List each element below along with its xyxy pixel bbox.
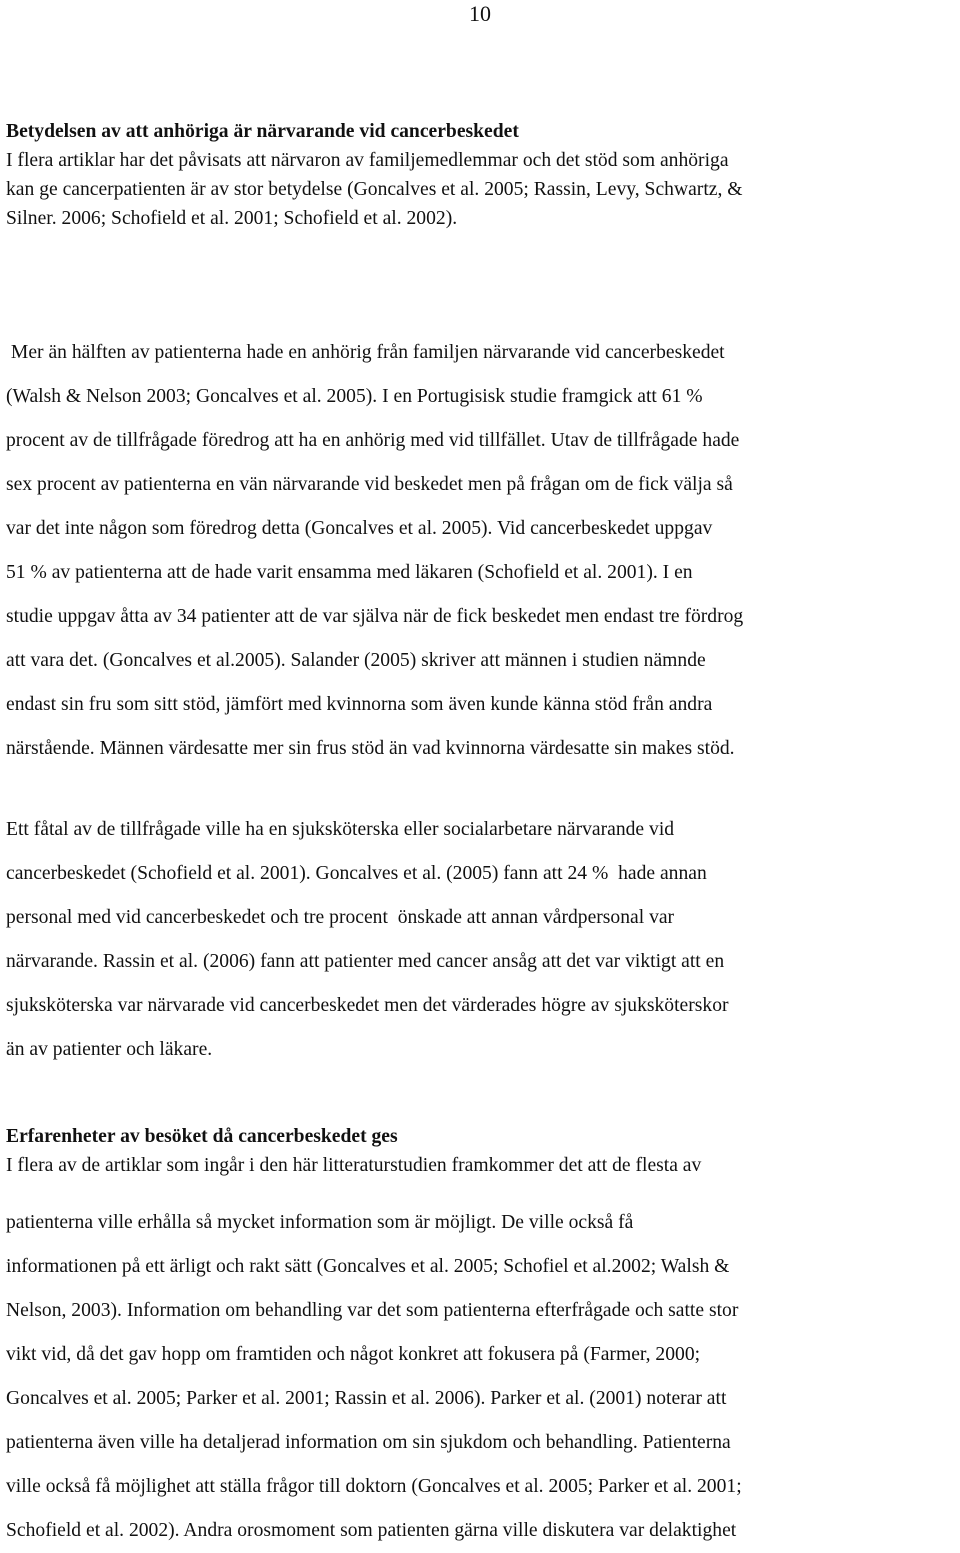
page-number: 10 [469, 1, 491, 26]
text-line: 51 % av patienterna att de hade varit ensamma med läkaren (Schofield et al. 2001). I en [6, 562, 693, 583]
text-line: närstående. Männen värdesatte mer sin frus stöd än vad kvinnorna värdesatte sin makes stöd. [6, 738, 735, 759]
text-line: Ett fåtal av de tillfrågade ville ha en sjuksköterska eller socialarbetare närvarande vid [6, 819, 675, 840]
text-line: procent av de tillfrågade föredrog att ha en anhörig med vid tillfället. Utav de tillfrågade hade [6, 430, 740, 451]
text-line: Mer än hälften av patienterna hade en anhörig från familjen närvarande vid cancerbeskedet [6, 342, 725, 363]
text-line: personal med vid cancerbeskedet och tre procent önskade att annan vårdpersonal var [6, 907, 675, 928]
text-line: Goncalves et al. 2005; Parker et al. 2001; Rassin et al. 2006). Parker et al. (2001) noterar att [6, 1388, 727, 1409]
section-erfarenheter [6, 1122, 956, 1180]
paragraph-information [6, 1201, 956, 1553]
text-line: patienterna ville erhålla så mycket information som är möjligt. De ville också få [6, 1212, 634, 1233]
text-line: Schofield et al. 2002). Andra orosmoment som patienten gärna ville diskutera var delaktighet [6, 1520, 737, 1541]
text-line: än av patienter och läkare. [6, 1039, 213, 1060]
text-line: Nelson, 2003). Information om behandling var det som patienterna efterfrågade och satte stor [6, 1300, 739, 1321]
text-line: (Walsh & Nelson 2003; Goncalves et al. 2005). I en Portugisisk studie framgick att 61 % [6, 386, 703, 407]
text-line: informationen på ett ärligt och rakt sätt (Goncalves et al. 2005; Schofiel et al.2002; Walsh & [6, 1256, 730, 1277]
text-line: studie uppgav åtta av 34 patienter att de var själva när de fick beskedet men endast tre fördrog [6, 606, 744, 627]
section-heading: Erfarenheter av besöket då cancerbeskedet ges [6, 1126, 398, 1147]
text-line: att vara det. (Goncalves et al.2005). Salander (2005) skriver att männen i studien nämnde [6, 650, 706, 671]
text-line: I flera artiklar har det påvisats att närvaron av familjemedlemmar och det stöd som anhöriga [6, 150, 729, 171]
text-line: var det inte någon som föredrog detta (Goncalves et al. 2005). Vid cancerbeskedet uppgav [6, 518, 713, 539]
section-heading: Betydelsen av att anhöriga är närvarande vid cancerbeskedet [6, 121, 519, 142]
text-line: I flera av de artiklar som ingår i den här litteraturstudien framkommer det att de flesta av [6, 1155, 702, 1176]
text-line: ville också få möjlighet att ställa frågor till doktorn (Goncalves et al. 2005; Parker et al. 2001; [6, 1476, 742, 1497]
paragraph-vardpersonal [6, 808, 956, 1072]
text-line: Silner. 2006; Schofield et al. 2001; Schofield et al. 2002). [6, 208, 458, 229]
text-line: endast sin fru som sitt stöd, jämfört med kvinnorna som även kunde känna stöd från andra [6, 694, 713, 715]
text-line: sjuksköterska var närvarade vid cancerbeskedet men det värderades högre av sjuksköterskor [6, 995, 729, 1016]
text-line: cancerbeskedet (Schofield et al. 2001). Goncalves et al. (2005) fann att 24 % hade annan [6, 863, 707, 884]
text-line: närvarande. Rassin et al. (2006) fann att patienter med cancer ansåg att det var viktigt att en [6, 951, 725, 972]
text-line: sex procent av patienterna en vän närvarande vid beskedet men på frågan om de fick välja så [6, 474, 733, 495]
paragraph-anhoriga [6, 331, 956, 771]
text-line: kan ge cancerpatienten är av stor betydelse (Goncalves et al. 2005; Rassin, Levy, Schwartz, & [6, 179, 743, 200]
section-betydelsen [6, 117, 956, 233]
text-line: vikt vid, då det gav hopp om framtiden och något konkret att fokusera på (Farmer, 2000; [6, 1344, 701, 1365]
text-line: patienterna även ville ha detaljerad information om sin sjukdom och behandling. Patienterna [6, 1432, 731, 1453]
